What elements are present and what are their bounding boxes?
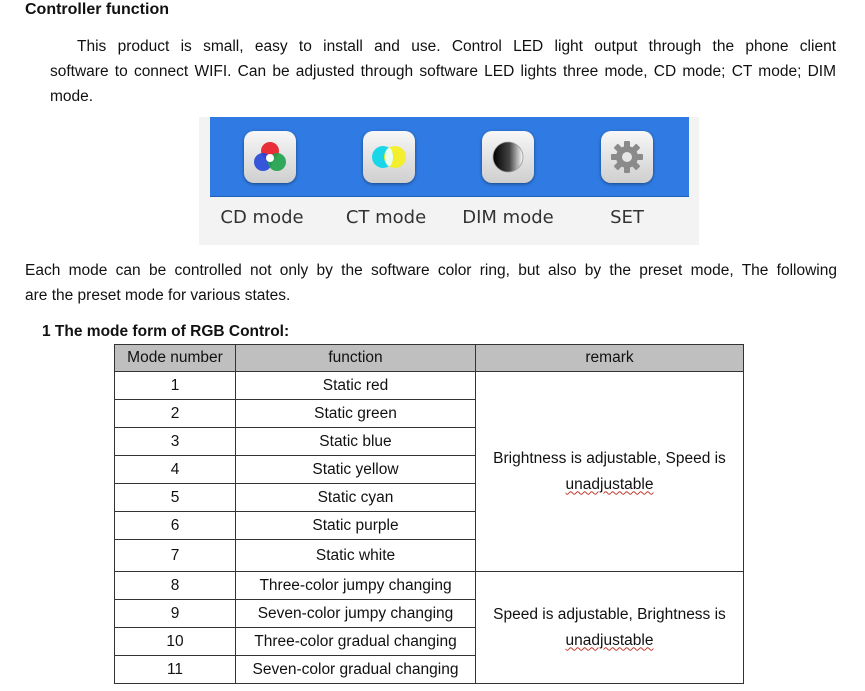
remark-dynamic-underlined: unadjustable <box>565 631 654 649</box>
set-button[interactable] <box>601 131 653 183</box>
app-mode-bar <box>210 117 689 197</box>
mode-number-cell: 7 <box>115 540 236 572</box>
function-cell: Static blue <box>236 428 476 456</box>
app-mode-panel <box>199 117 699 245</box>
section-title: 1 The mode form of RGB Control: <box>42 323 290 340</box>
remark-static-main: Brightness is adjustable, Speed is <box>493 449 726 467</box>
mode-number-cell: 8 <box>115 572 236 600</box>
preset-line-rest: are the preset mode for various states. <box>25 287 291 304</box>
header-remark: remark <box>476 345 744 372</box>
rgb-circles-icon <box>244 131 296 183</box>
function-cell: Static yellow <box>236 456 476 484</box>
preset-line-1: Each mode can be controlled not only by the software color ring, but also by the preset mode, The following <box>25 262 837 279</box>
mode-number-cell: 2 <box>115 400 236 428</box>
mode-number-cell: 4 <box>115 456 236 484</box>
gear-icon <box>601 131 653 183</box>
function-cell: Static cyan <box>236 484 476 512</box>
rgb-mode-table <box>114 344 744 684</box>
set-label: SET <box>610 207 644 228</box>
function-cell: Static red <box>236 372 476 400</box>
intro-line-1: This product is small, easy to install and use. Control LED light output through the phone client <box>77 38 836 55</box>
mode-number-cell: 10 <box>115 628 236 656</box>
remark-cell-dynamic <box>476 572 744 684</box>
cd-mode-label: CD mode <box>220 207 304 228</box>
remark-text-static <box>490 446 730 498</box>
ct-mode-button[interactable] <box>363 131 415 183</box>
header-mode-number: Mode number <box>115 345 236 372</box>
dim-mode-label: DIM mode <box>462 207 554 228</box>
mode-number-cell: 11 <box>115 656 236 684</box>
function-cell: Static green <box>236 400 476 428</box>
mode-number-cell: 5 <box>115 484 236 512</box>
function-cell: Three-color jumpy changing <box>236 572 476 600</box>
remark-text-dynamic <box>490 602 730 654</box>
function-cell: Seven-color jumpy changing <box>236 600 476 628</box>
preset-paragraph <box>25 258 837 308</box>
cyan-yellow-icon <box>363 131 415 183</box>
cd-mode-button[interactable] <box>244 131 296 183</box>
dim-mode-button[interactable] <box>482 131 534 183</box>
table-row <box>115 372 744 400</box>
function-cell: Seven-color gradual changing <box>236 656 476 684</box>
document-heading: Controller function <box>25 1 169 18</box>
mode-number-cell: 6 <box>115 512 236 540</box>
remark-cell-static <box>476 372 744 572</box>
mode-number-cell: 3 <box>115 428 236 456</box>
remark-static-underlined: unadjustable <box>565 475 654 493</box>
function-cell: Static purple <box>236 512 476 540</box>
intro-line-rest: software to connect WIFI. Can be adjusted through software LED lights three mode, CD mode; CT mode; DIM mode. <box>50 63 836 105</box>
remark-dynamic-main: Speed is adjustable, Brightness is <box>493 605 726 623</box>
table-header-row <box>115 345 744 372</box>
function-cell: Static white <box>236 540 476 572</box>
table-row <box>115 572 744 600</box>
mode-number-cell: 9 <box>115 600 236 628</box>
dim-gradient-icon <box>482 131 534 183</box>
ct-mode-label: CT mode <box>345 207 427 228</box>
function-cell: Three-color gradual changing <box>236 628 476 656</box>
mode-number-cell: 1 <box>115 372 236 400</box>
intro-paragraph <box>50 34 836 109</box>
header-function: function <box>236 345 476 372</box>
